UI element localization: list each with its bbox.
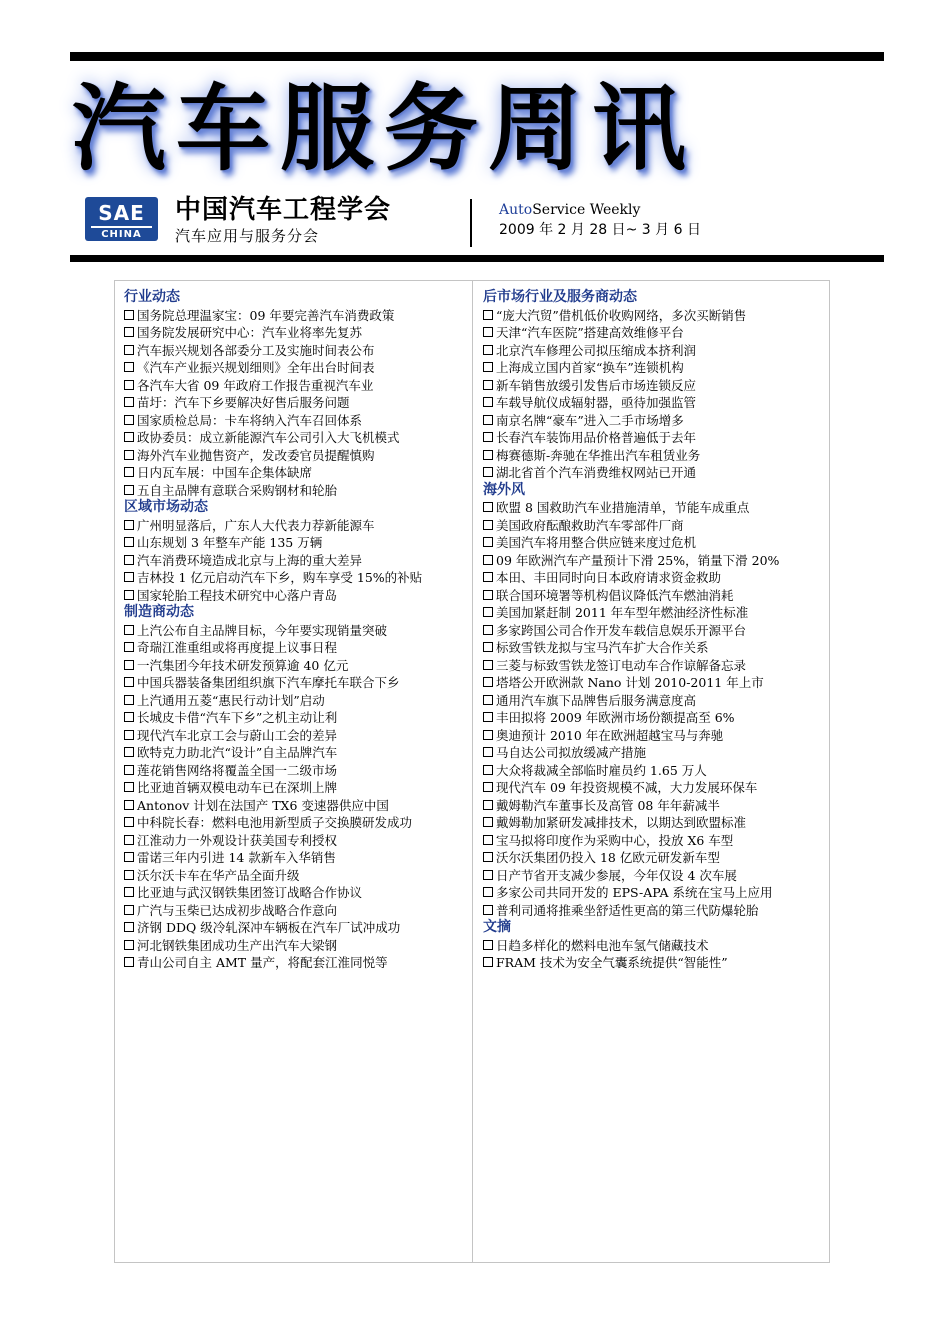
- headline-item[interactable]: [124, 622, 468, 640]
- headline-text: 国务院总理温家宝：09 年要完善汽车消费政策: [137, 307, 395, 323]
- headline-text: 中国兵器装备集团组织旗下汽车摩托车联合下乡: [137, 675, 400, 691]
- headline-item[interactable]: [483, 377, 827, 395]
- headline-text: 湖北省首个汽车消费维权网站已开通: [496, 465, 697, 481]
- checkbox-bullet-icon: [124, 957, 134, 967]
- checkbox-bullet-icon: [483, 712, 493, 722]
- checkbox-bullet-icon: [483, 887, 493, 897]
- headline-item[interactable]: [124, 517, 468, 535]
- headline-item[interactable]: [124, 709, 468, 727]
- headline-text: 车载导航仪成辐射器，亟待加强监管: [496, 395, 697, 411]
- bottom-rule: [70, 255, 884, 262]
- headline-item[interactable]: [483, 692, 827, 710]
- checkbox-bullet-icon: [124, 940, 134, 950]
- checkbox-bullet-icon: [124, 887, 134, 897]
- checkbox-bullet-icon: [124, 397, 134, 407]
- organization-name: 中国汽车工程学会: [175, 195, 392, 225]
- headline-item[interactable]: [124, 342, 468, 360]
- headline-text: 《汽车产业振兴规划细则》全年出台时间表: [137, 360, 375, 376]
- checkbox-bullet-icon: [483, 537, 493, 547]
- headline-item[interactable]: [124, 919, 468, 937]
- checkbox-bullet-icon: [483, 362, 493, 372]
- weekly-prefix: Auto: [499, 202, 533, 218]
- checkbox-bullet-icon: [483, 782, 493, 792]
- checkbox-bullet-icon: [124, 537, 134, 547]
- checkbox-bullet-icon: [483, 852, 493, 862]
- checkbox-bullet-icon: [124, 345, 134, 355]
- organization-branch: 汽车应用与服务分会: [175, 227, 320, 245]
- headline-item[interactable]: [483, 867, 827, 885]
- checkbox-bullet-icon: [124, 660, 134, 670]
- headline-text: 上汽通用五菱“惠民行动计划”启动: [137, 692, 325, 708]
- headline-text: 广汽与玉柴已达成初步战略合作意向: [137, 902, 338, 918]
- checkbox-bullet-icon: [483, 502, 493, 512]
- headline-text: 日趋多样化的燃料电池车氢气储藏技术: [496, 937, 709, 953]
- headline-item[interactable]: [483, 394, 827, 412]
- headline-item[interactable]: [483, 937, 827, 955]
- headline-item[interactable]: [124, 832, 468, 850]
- headline-item[interactable]: [124, 692, 468, 710]
- checkbox-bullet-icon: [483, 327, 493, 337]
- section-title: 区域市场动态: [124, 499, 208, 516]
- checkbox-bullet-icon: [124, 310, 134, 320]
- left-column: [124, 289, 468, 972]
- checkbox-bullet-icon: [124, 450, 134, 460]
- headline-item[interactable]: [124, 412, 468, 430]
- headline-text: 青山公司自主 AMT 量产，将配套江淮同悦等: [137, 955, 388, 971]
- issue-date: 2009 年 2 月 28 日~ 3 月 6 日: [499, 222, 701, 238]
- checkbox-bullet-icon: [124, 677, 134, 687]
- headline-item[interactable]: [124, 937, 468, 955]
- headline-item[interactable]: [483, 674, 827, 692]
- headline-item[interactable]: [124, 587, 468, 605]
- headline-item[interactable]: [124, 394, 468, 412]
- headline-text: 苗圩：汽车下乡要解决好售后服务问题: [137, 395, 350, 411]
- headline-text: 国家轮胎工程技术研究中心落户青岛: [137, 587, 338, 603]
- headline-text: 各汽车大省 09 年政府工作报告重视汽车业: [137, 377, 374, 393]
- headline-text: 广州明显落后，广东人大代表力荐新能源车: [137, 517, 375, 533]
- headline-text: 长城皮卡借“汽车下乡”之机主动让利: [137, 710, 338, 726]
- headline-item[interactable]: [483, 832, 827, 850]
- headline-item[interactable]: [483, 307, 827, 325]
- checkbox-bullet-icon: [124, 642, 134, 652]
- headline-item[interactable]: [483, 762, 827, 780]
- headline-text: 联合国环境署等机构倡议降低汽车燃油消耗: [496, 587, 734, 603]
- headline-item[interactable]: [483, 552, 827, 570]
- headline-item[interactable]: [483, 324, 827, 342]
- headline-text: 戴姆勒加紧研发减排技术，以期达到欧盟标准: [496, 815, 747, 831]
- headline-text: 山东规划 3 年整车产能 135 万辆: [137, 535, 323, 551]
- headline-item[interactable]: [124, 482, 468, 500]
- headline-item[interactable]: [124, 639, 468, 657]
- checkbox-bullet-icon: [124, 747, 134, 757]
- checkbox-bullet-icon: [483, 555, 493, 565]
- headline-text: 沃尔沃集团仍投入 18 亿欧元研发新车型: [496, 850, 720, 866]
- checkbox-bullet-icon: [483, 870, 493, 880]
- headline-item[interactable]: [483, 517, 827, 535]
- headline-text: 沃尔沃卡车在华产品全面升级: [137, 867, 300, 883]
- headline-item[interactable]: [124, 744, 468, 762]
- logo-text: SAE: [91, 200, 152, 228]
- headline-text: 梅赛德斯-奔驰在华推出汽车租赁业务: [496, 447, 701, 463]
- checkbox-bullet-icon: [124, 835, 134, 845]
- headline-text: 南京名牌“豪车”进入二手市场增多: [496, 412, 684, 428]
- section-title: 行业动态: [124, 289, 180, 305]
- headline-item[interactable]: [124, 429, 468, 447]
- checkbox-bullet-icon: [124, 782, 134, 792]
- headline-text: 天津“汽车医院”搭建高效维修平台: [496, 325, 684, 341]
- headline-text: 一汽集团今年技术研发预算逾 40 亿元: [137, 657, 349, 673]
- checkbox-bullet-icon: [124, 712, 134, 722]
- headline-item[interactable]: [124, 464, 468, 482]
- headline-text: 海外汽车业抛售资产，发改委官员提醒慎购: [137, 447, 375, 463]
- headline-item[interactable]: [124, 534, 468, 552]
- headline-item[interactable]: [124, 324, 468, 342]
- headline-item[interactable]: [483, 884, 827, 902]
- headline-text: 莲花销售网络将覆盖全国一二级市场: [137, 762, 338, 778]
- checkbox-bullet-icon: [124, 922, 134, 932]
- checkbox-bullet-icon: [483, 800, 493, 810]
- checkbox-bullet-icon: [124, 730, 134, 740]
- headline-text: 现代汽车 09 年投资规模不减，大力发展环保车: [496, 780, 758, 796]
- headline-item[interactable]: [124, 867, 468, 885]
- checkbox-bullet-icon: [483, 432, 493, 442]
- headline-text: “庞大汽贸”借机低价收购网络，多次买断销售: [496, 307, 747, 323]
- checkbox-bullet-icon: [483, 345, 493, 355]
- headline-text: 通用汽车旗下品牌售后服务满意度高: [496, 692, 697, 708]
- headline-item[interactable]: [483, 797, 827, 815]
- headline-item[interactable]: [483, 499, 827, 517]
- checkbox-bullet-icon: [483, 940, 493, 950]
- checkbox-bullet-icon: [483, 765, 493, 775]
- checkbox-bullet-icon: [483, 520, 493, 530]
- headline-text: 现代汽车北京工会与蔚山工会的差异: [137, 727, 338, 743]
- checkbox-bullet-icon: [483, 467, 493, 477]
- headline-item[interactable]: [483, 814, 827, 832]
- headline-item[interactable]: [124, 377, 468, 395]
- headline-text: 济钢 DDQ 级冷轧深冲车辆板在汽车厂试冲成功: [137, 920, 401, 936]
- headline-item[interactable]: [124, 884, 468, 902]
- headline-text: 塔塔公开欧洲款 Nano 计划 2010-2011 年上市: [496, 675, 764, 691]
- headline-text: 欧特克力助北汽“设计”自主品牌汽车: [137, 745, 338, 761]
- headline-text: 五自主品牌有意联合采购钢材和轮胎: [137, 482, 338, 498]
- checkbox-bullet-icon: [483, 415, 493, 425]
- headline-text: 欧盟 8 国救助汽车业措施清单，节能车成重点: [496, 500, 750, 516]
- section-title: 制造商动态: [124, 604, 194, 621]
- sae-china-logo: [85, 197, 158, 241]
- headline-text: 吉林投 1 亿元启动汽车下乡，购车享受 15%的补贴: [137, 570, 423, 586]
- checkbox-bullet-icon: [483, 590, 493, 600]
- weekly-suffix: Service Weekly: [532, 202, 641, 218]
- headline-text: 马自达公司拟放缓减产措施: [496, 745, 647, 761]
- checkbox-bullet-icon: [483, 695, 493, 705]
- section-title: 后市场行业及服务商动态: [483, 289, 637, 305]
- checkbox-bullet-icon: [483, 450, 493, 460]
- checkbox-bullet-icon: [124, 467, 134, 477]
- headline-text: 比亚迪首辆双模电动车已在深圳上牌: [137, 780, 338, 796]
- headline-text: 美国政府酝酿救助汽车零部件厂商: [496, 517, 684, 533]
- checkbox-bullet-icon: [124, 415, 134, 425]
- headline-text: 多家跨国公司合作开发车载信息娱乐开源平台: [496, 622, 747, 638]
- headline-text: 雷诺三年内引进 14 款新车入华销售: [137, 850, 336, 866]
- checkbox-bullet-icon: [124, 625, 134, 635]
- checkbox-bullet-icon: [124, 555, 134, 565]
- headline-item[interactable]: [483, 429, 827, 447]
- headline-item[interactable]: [124, 359, 468, 377]
- section-title: 海外风: [483, 481, 525, 498]
- headline-text: 上汽公布自主品牌目标，今年要实现销量突破: [137, 622, 388, 638]
- headline-text: 奇瑞江淮重组或将再度提上议事日程: [137, 640, 338, 656]
- headline-text: 日产节省开支减少参展，今年仅设 4 次车展: [496, 867, 737, 883]
- checkbox-bullet-icon: [124, 432, 134, 442]
- headline-item[interactable]: [483, 342, 827, 360]
- headline-item[interactable]: [483, 657, 827, 675]
- headline-text: 戴姆勒汽车董事长及高管 08 年年薪减半: [496, 797, 720, 813]
- headline-text: 长春汽车装饰用品价格普遍低于去年: [496, 430, 697, 446]
- headline-text: 汽车振兴规划各部委分工及实施时间表公布: [137, 342, 375, 358]
- masthead-title: 汽车服务周讯: [72, 75, 697, 184]
- headline-item[interactable]: [124, 902, 468, 920]
- headline-text: 美国加紧赶制 2011 年车型年燃油经济性标准: [496, 605, 749, 621]
- header-divider: [470, 199, 472, 247]
- headline-item[interactable]: [483, 622, 827, 640]
- checkbox-bullet-icon: [483, 625, 493, 635]
- headline-text: 宝马拟将印度作为采购中心，投放 X6 车型: [496, 832, 734, 848]
- headline-text: 本田、丰田同时向日本政府请求资金救助: [496, 570, 722, 586]
- headline-text: 三菱与标致雪铁龙签订电动车合作谅解备忘录: [496, 657, 747, 673]
- headline-item[interactable]: [483, 709, 827, 727]
- headline-item[interactable]: [483, 604, 827, 622]
- checkbox-bullet-icon: [124, 905, 134, 915]
- headline-text: 政协委员：成立新能源汽车公司引入大飞机模式: [137, 430, 400, 446]
- checkbox-bullet-icon: [124, 870, 134, 880]
- headline-item[interactable]: [483, 359, 827, 377]
- headline-text: Antonov 计划在法国产 TX6 变速器供应中国: [137, 797, 389, 813]
- checkbox-bullet-icon: [483, 642, 493, 652]
- headline-text: 上海成立国内首家“换车”连锁机构: [496, 360, 684, 376]
- checkbox-bullet-icon: [483, 607, 493, 617]
- headline-item[interactable]: [483, 727, 827, 745]
- logo-subtext: CHINA: [101, 229, 142, 240]
- checkbox-bullet-icon: [483, 905, 493, 915]
- checkbox-bullet-icon: [483, 677, 493, 687]
- headline-item[interactable]: [124, 849, 468, 867]
- headline-item[interactable]: [483, 744, 827, 762]
- checkbox-bullet-icon: [483, 660, 493, 670]
- headline-text: 奥迪预计 2010 年在欧洲超越宝马与奔驰: [496, 727, 724, 743]
- top-rule: [70, 52, 884, 61]
- headline-text: 北京汽车修理公司拟压缩成本挤利润: [496, 342, 697, 358]
- headline-item[interactable]: [124, 307, 468, 325]
- headline-item[interactable]: [124, 814, 468, 832]
- checkbox-bullet-icon: [483, 730, 493, 740]
- checkbox-bullet-icon: [124, 380, 134, 390]
- headline-text: 多家公司共同开发的 EPS-APA 系统在宝马上应用: [496, 885, 773, 901]
- headline-text: 中科院长春：燃料电池用新型质子交换膜研发成功: [137, 815, 413, 831]
- checkbox-bullet-icon: [124, 852, 134, 862]
- checkbox-bullet-icon: [124, 520, 134, 530]
- section-title: 文摘: [483, 919, 511, 936]
- right-column: [483, 289, 827, 972]
- headline-item[interactable]: [483, 447, 827, 465]
- headline-item[interactable]: [124, 779, 468, 797]
- checkbox-bullet-icon: [483, 747, 493, 757]
- headline-item[interactable]: [124, 569, 468, 587]
- checkbox-bullet-icon: [124, 765, 134, 775]
- checkbox-bullet-icon: [124, 572, 134, 582]
- headline-item[interactable]: [483, 412, 827, 430]
- headline-text: 河北钢铁集团成功生产出汽车大梁钢: [137, 937, 338, 953]
- headline-text: 普利司通将推乘坐舒适性更高的第三代防爆轮胎: [496, 902, 759, 918]
- headline-text: 丰田拟将 2009 年欧洲市场份额提高至 6%: [496, 710, 735, 726]
- checkbox-bullet-icon: [124, 362, 134, 372]
- headline-item[interactable]: [483, 849, 827, 867]
- headline-text: 江淮动力一外观设计获美国专利授权: [137, 832, 338, 848]
- headline-item[interactable]: [483, 569, 827, 587]
- checkbox-bullet-icon: [483, 957, 493, 967]
- headline-text: 汽车消费环境造成北京与上海的重大差异: [137, 552, 363, 568]
- headline-text: 新车销售放缓引发售后市场连锁反应: [496, 377, 697, 393]
- headline-item[interactable]: [124, 954, 468, 972]
- headline-text: 国家质检总局：卡车将纳入汽车召回体系: [137, 412, 363, 428]
- column-divider: [472, 281, 473, 1262]
- checkbox-bullet-icon: [483, 397, 493, 407]
- headline-text: 日内瓦车展：中国车企集体缺席: [137, 465, 313, 481]
- headline-item[interactable]: [124, 674, 468, 692]
- headline-item[interactable]: [124, 797, 468, 815]
- headline-item[interactable]: [483, 954, 827, 972]
- checkbox-bullet-icon: [124, 800, 134, 810]
- headline-item[interactable]: [124, 727, 468, 745]
- headline-item[interactable]: [124, 447, 468, 465]
- headline-text: 国务院发展研究中心：汽车业将率先复苏: [137, 325, 363, 341]
- headline-item[interactable]: [124, 657, 468, 675]
- headline-text: 09 年欧洲汽车产量预计下滑 25%，销量下滑 20%: [496, 552, 780, 568]
- headline-text: 美国汽车将用整合供应链来度过危机: [496, 535, 697, 551]
- checkbox-bullet-icon: [124, 327, 134, 337]
- headline-item[interactable]: [483, 902, 827, 920]
- headline-text: FRAM 技术为安全气囊系统提供“智能性”: [496, 955, 728, 971]
- headline-item[interactable]: [483, 534, 827, 552]
- headline-item[interactable]: [483, 779, 827, 797]
- checkbox-bullet-icon: [483, 572, 493, 582]
- checkbox-bullet-icon: [124, 485, 134, 495]
- headline-text: 标致雪铁龙拟与宝马汽车扩大合作关系: [496, 640, 709, 656]
- checkbox-bullet-icon: [483, 835, 493, 845]
- headline-item[interactable]: [483, 587, 827, 605]
- checkbox-bullet-icon: [124, 817, 134, 827]
- checkbox-bullet-icon: [483, 310, 493, 320]
- headline-item[interactable]: [124, 552, 468, 570]
- headline-item[interactable]: [124, 762, 468, 780]
- checkbox-bullet-icon: [124, 590, 134, 600]
- headline-item[interactable]: [483, 464, 827, 482]
- checkbox-bullet-icon: [124, 695, 134, 705]
- headline-item[interactable]: [483, 639, 827, 657]
- headline-text: 大众将裁减全部临时雇员约 1.65 万人: [496, 762, 707, 778]
- weekly-title: [499, 201, 640, 219]
- checkbox-bullet-icon: [483, 380, 493, 390]
- checkbox-bullet-icon: [483, 817, 493, 827]
- headline-text: 比亚迪与武汉钢铁集团签订战略合作协议: [137, 885, 363, 901]
